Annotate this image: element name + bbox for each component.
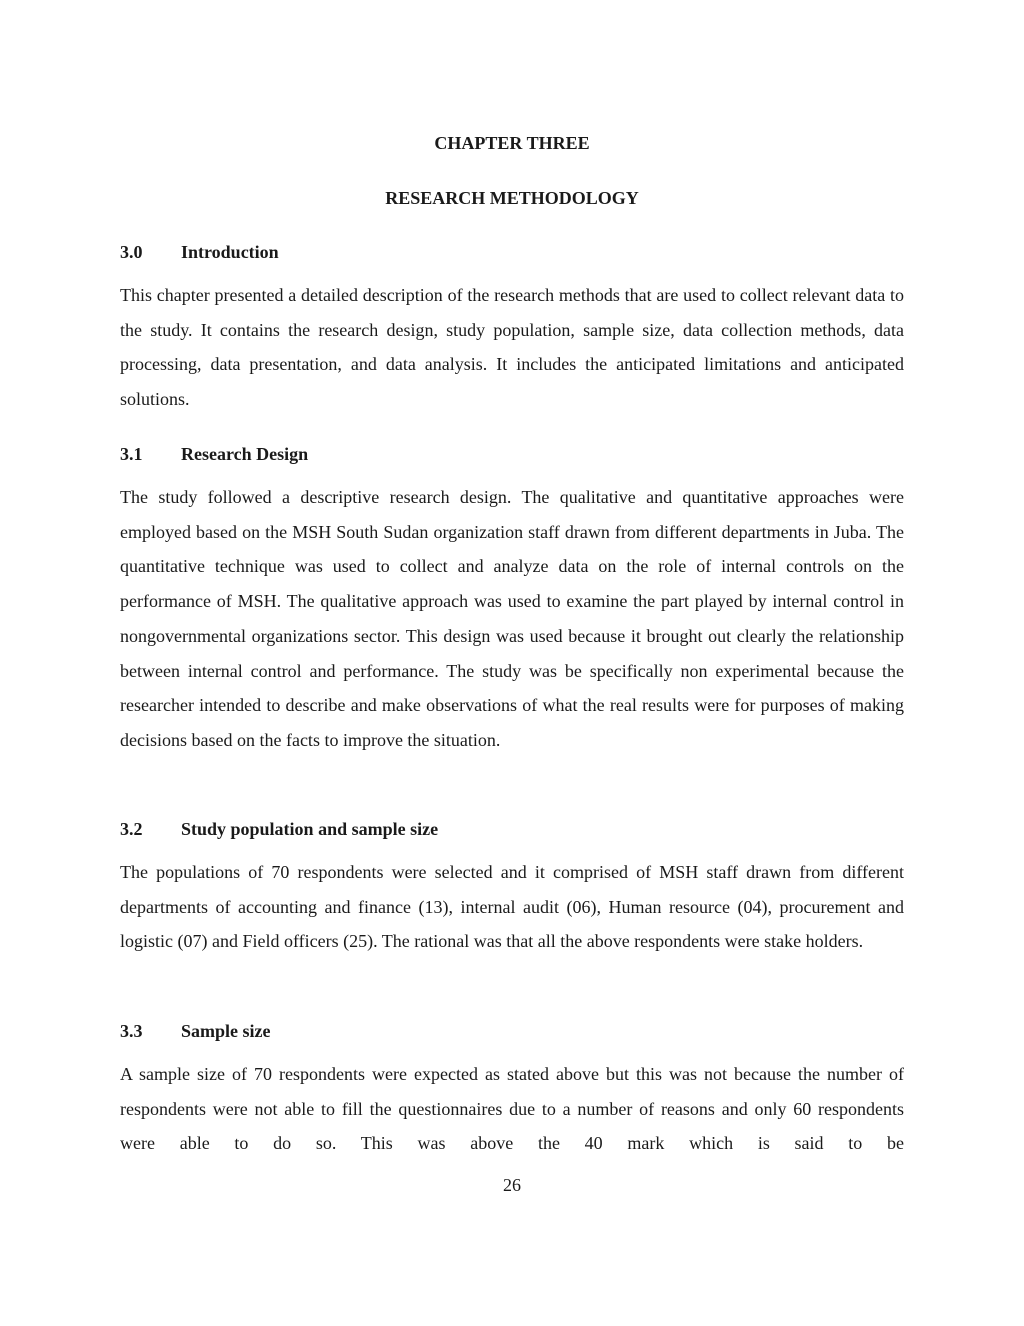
section-heading-research-design: [120, 443, 904, 465]
section-number: 3.1: [120, 444, 143, 464]
section-number: 3.2: [120, 819, 143, 839]
section-heading-introduction: [120, 241, 904, 263]
chapter-label: CHAPTER THREE: [434, 133, 590, 153]
section-title: Introduction: [181, 242, 279, 262]
section-heading-study-population: [120, 818, 904, 840]
chapter-title: RESEARCH METHODOLOGY: [385, 188, 639, 208]
paragraph-sample-size: A sample size of 70 respondents were expected as stated above but this was not because the number of respondents were not able to fill the questionnaires due to a number of reasons and only 60 respondents were able to do so. This was above the 40 mark which is said to be: [120, 1064, 904, 1154]
page-number: 26: [503, 1175, 521, 1195]
section-number: 3.0: [120, 242, 143, 262]
section-title: Sample size: [181, 1021, 271, 1041]
section-title: Research Design: [181, 444, 309, 464]
paragraph-research-design: The study followed a descriptive research design. The qualitative and quantitative approaches were employed based on the MSH South Sudan organization staff drawn from different departments in Juba. The quantitative technique was used to collect and analyze data on the role of internal controls on the performance of MSH. The qualitative approach was used to examine the part played by internal control in nongovernmental organizations sector. This design was used because it brought out clearly the relationship between internal control and performance. The study was be specifically non experimental because the researcher intended to describe and make observations of what the real results were for purposes of making decisions based on the facts to improve the situation.: [120, 487, 904, 750]
section-heading-sample-size: [120, 1020, 904, 1042]
paragraph-introduction: This chapter presented a detailed description of the research methods that are used to collect relevant data to the study. It contains the research design, study population, sample size, data collection methods, data processing, data presentation, and data analysis. It includes the anticipated limitations and anticipated solutions.: [120, 285, 904, 410]
section-number: 3.3: [120, 1021, 143, 1041]
document-page: [120, 0, 904, 1326]
paragraph-study-population: The populations of 70 respondents were selected and it comprised of MSH staff drawn from different departments of accounting and finance (13), internal audit (06), Human resource (04), procurement and logistic (07) and Field officers (25). The rational was that all the above respondents were stake holders.: [120, 862, 904, 952]
section-title: Study population and sample size: [181, 819, 439, 839]
